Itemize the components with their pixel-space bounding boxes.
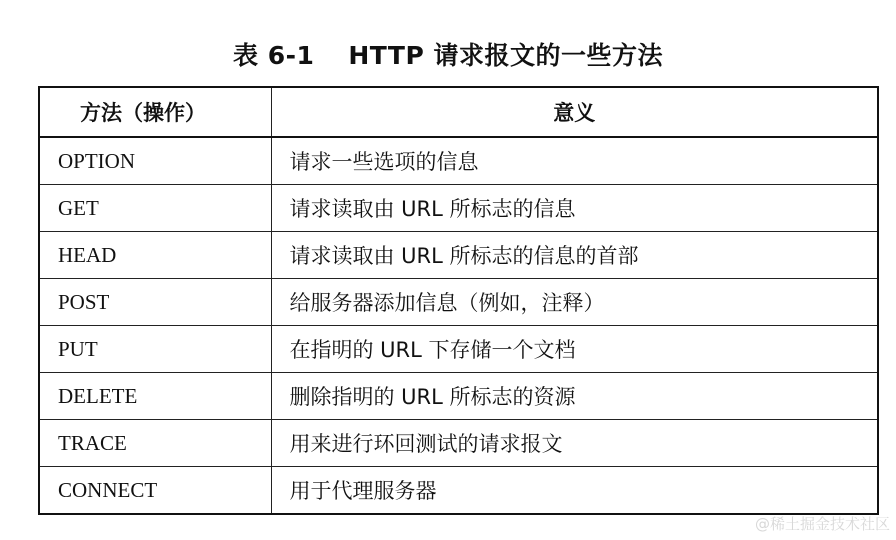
meaning-cell: 用来进行环回测试的请求报文 (271, 420, 878, 467)
meaning-cell: 在指明的 URL 下存储一个文档 (271, 326, 878, 373)
table-row (39, 467, 878, 515)
method-cell: POST (39, 279, 271, 326)
method-cell: OPTION (39, 137, 271, 185)
table-row (39, 232, 878, 279)
meaning-cell: 用于代理服务器 (271, 467, 878, 515)
table-title: HTTP 请求报文的一些方法 (348, 41, 663, 70)
method-cell: HEAD (39, 232, 271, 279)
method-cell: TRACE (39, 420, 271, 467)
meaning-cell: 请求一些选项的信息 (271, 137, 878, 185)
table-row (39, 373, 878, 420)
method-cell: DELETE (39, 373, 271, 420)
meaning-cell: 请求读取由 URL 所标志的信息的首部 (271, 232, 878, 279)
table-row (39, 420, 878, 467)
meaning-cell: 请求读取由 URL 所标志的信息 (271, 185, 878, 232)
table-number: 表 6-1 (232, 41, 315, 70)
watermark: @稀土掘金技术社区 (754, 515, 890, 533)
header-meaning: 意义 (271, 87, 878, 137)
table-row (39, 326, 878, 373)
table-row (39, 279, 878, 326)
header-method: 方法（操作） (39, 87, 271, 137)
http-methods-table (38, 86, 879, 515)
meaning-cell: 给服务器添加信息（例如，注释） (271, 279, 878, 326)
method-cell: CONNECT (39, 467, 271, 515)
table-row (39, 185, 878, 232)
table-row (39, 137, 878, 185)
method-cell: PUT (39, 326, 271, 373)
table-caption (0, 36, 896, 72)
meaning-cell: 删除指明的 URL 所标志的资源 (271, 373, 878, 420)
method-cell: GET (39, 185, 271, 232)
table-header-row (39, 87, 878, 137)
